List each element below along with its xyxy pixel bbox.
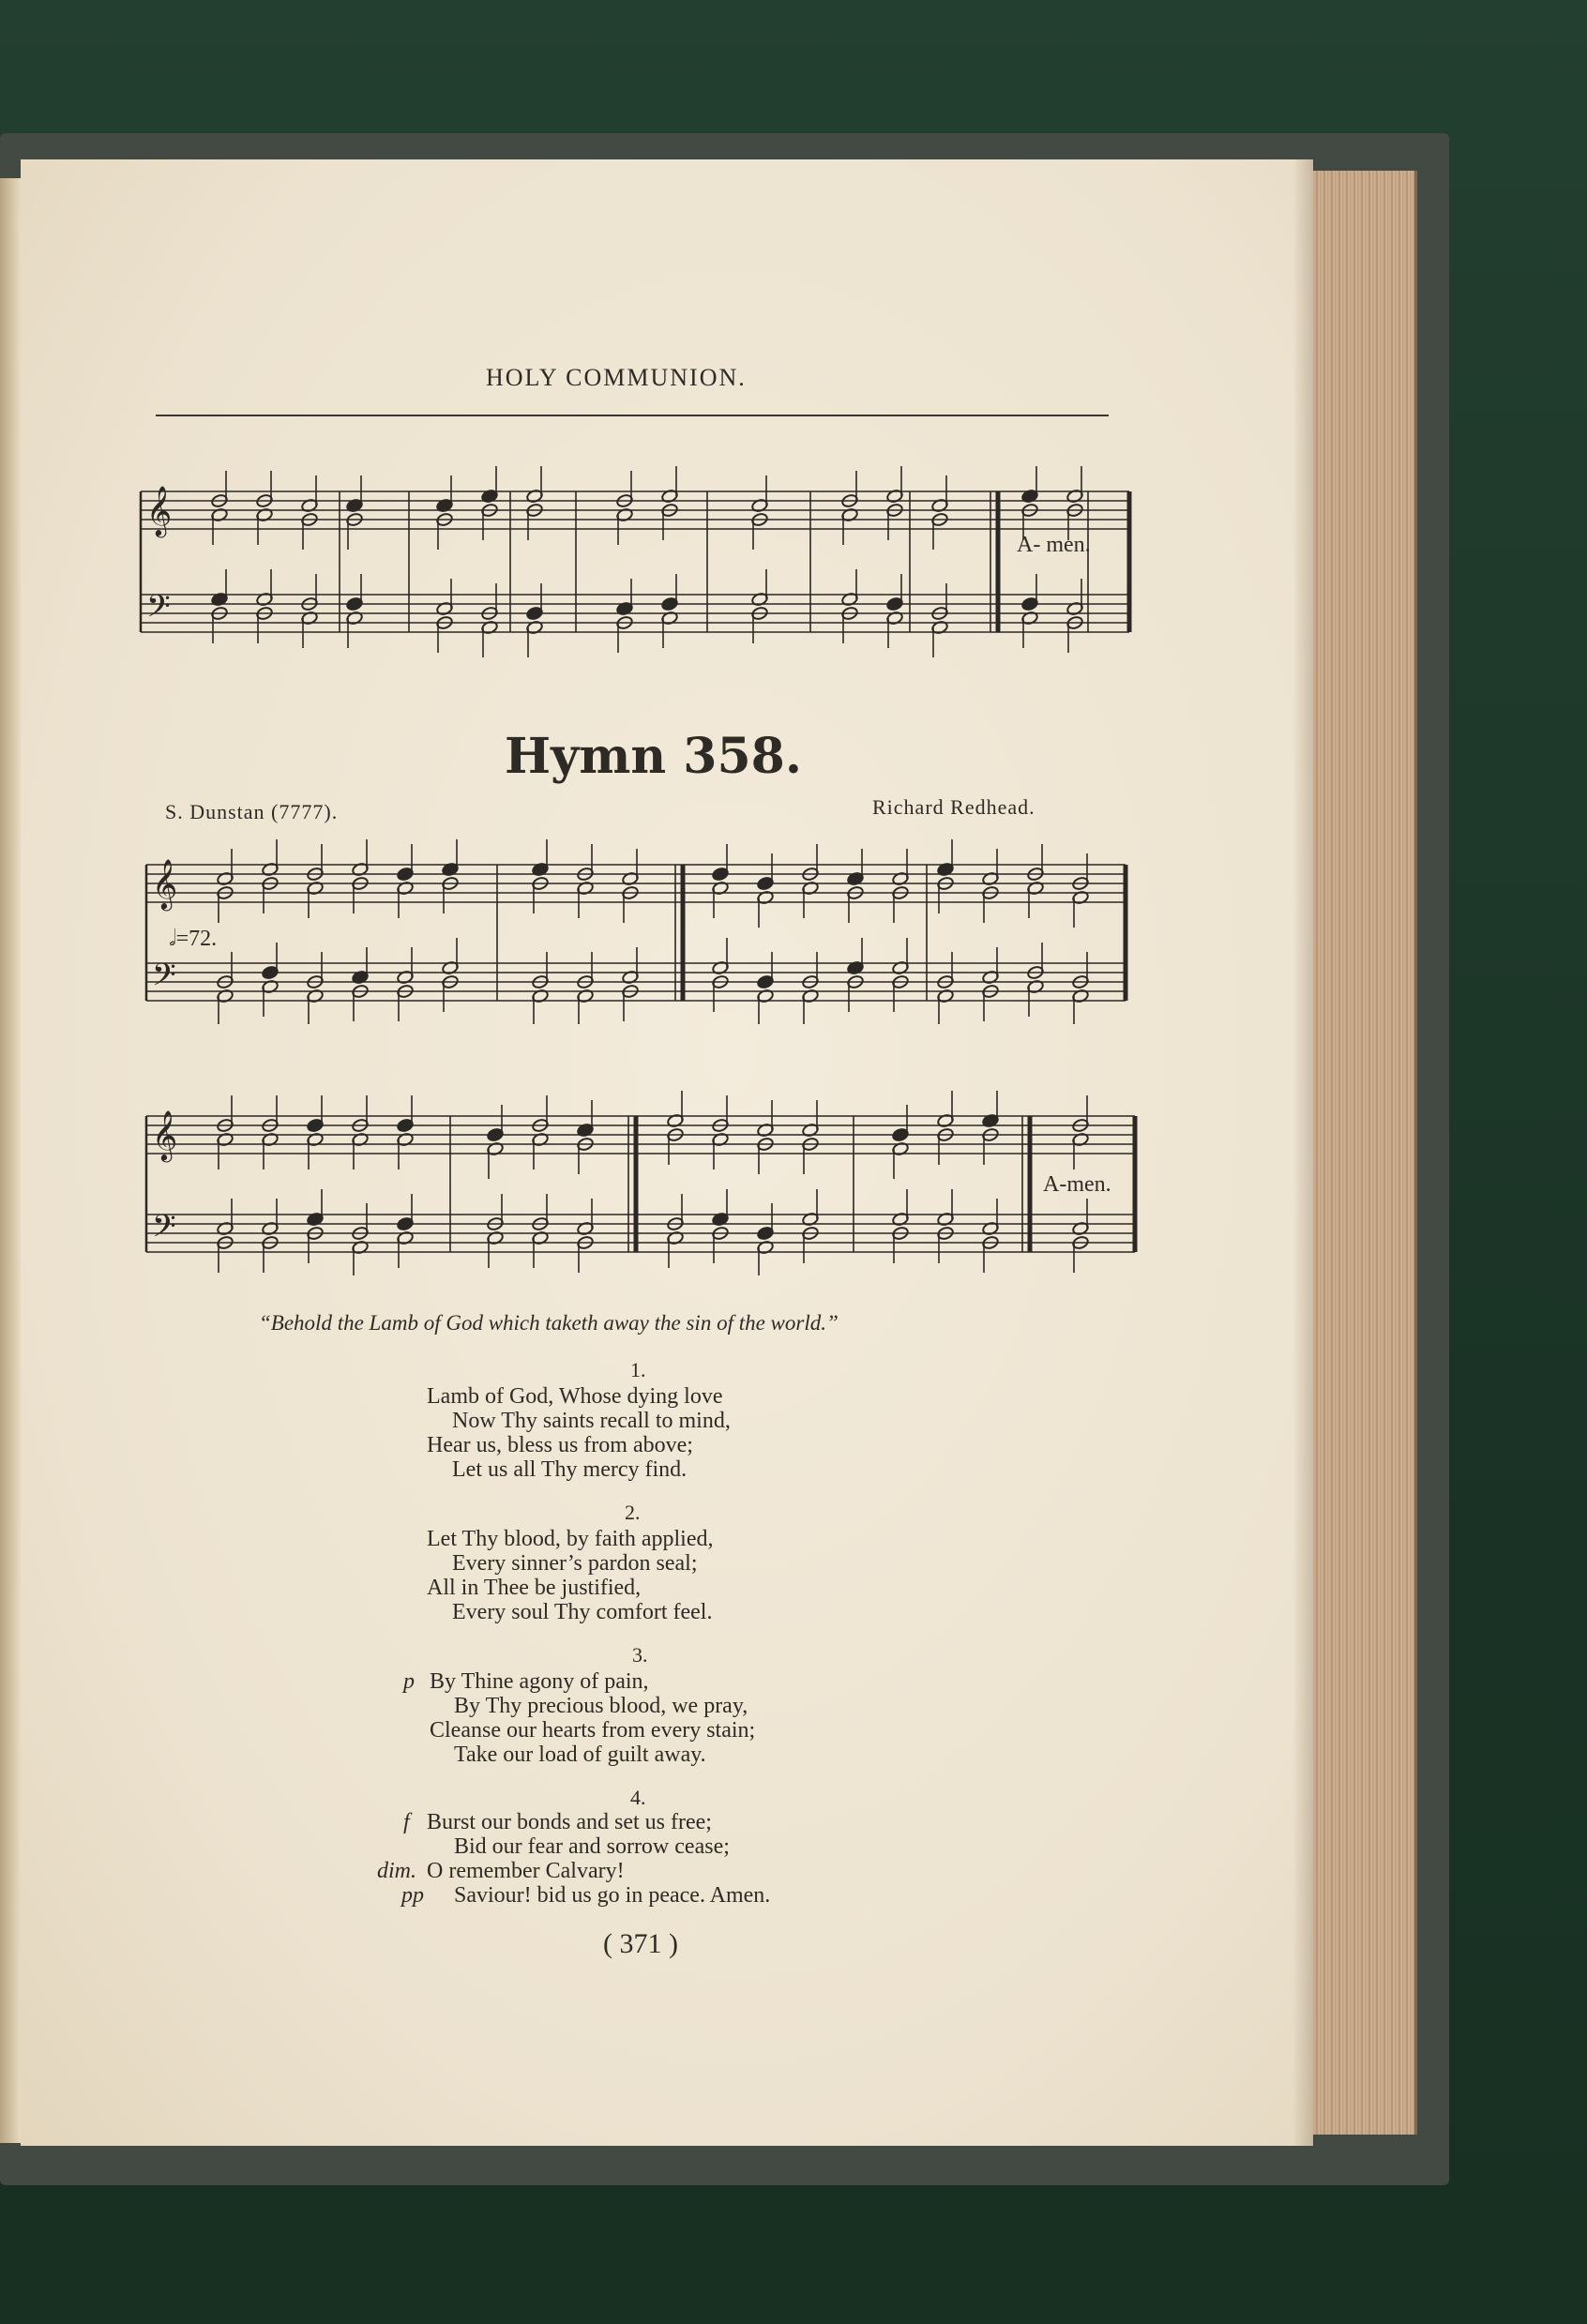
verse-line: Hear us, bless us from above; <box>427 1433 693 1457</box>
music-notation-system-1 <box>141 837 1135 1024</box>
epigraph: “Behold the Lamb of God which taketh away the sin of the world.” <box>259 1311 839 1335</box>
top-amen-label: A- men. <box>1017 533 1091 557</box>
verse-line: Every sinner’s pardon seal; <box>452 1551 698 1576</box>
page-number: ( 371 ) <box>603 1928 678 1959</box>
top-music-system <box>135 454 1139 660</box>
dynamic-marking: f <box>403 1810 410 1834</box>
treble-clef: 𝄞 <box>152 858 178 909</box>
verse-line: Saviour! bid us go in peace. Amen. <box>454 1883 771 1908</box>
verse-line: Now Thy saints recall to mind, <box>452 1409 731 1433</box>
verse-line: Let us all Thy mercy find. <box>452 1457 688 1482</box>
hymn-music-system-2 <box>141 1088 1144 1275</box>
verse-line: Lamb of God, Whose dying love <box>427 1384 723 1409</box>
treble-clef: 𝄞 <box>152 1109 178 1160</box>
verse-number: 1. <box>630 1358 646 1381</box>
verse-line: Cleanse our hearts from every stain; <box>430 1718 756 1743</box>
verse-number: 2. <box>625 1501 641 1524</box>
composer-name: Richard Redhead. <box>872 795 1035 819</box>
verse-line: Let Thy blood, by faith applied, <box>427 1527 714 1551</box>
verse-line: Bid our fear and sorrow cease; <box>454 1834 730 1859</box>
tempo-marking: 𝅗𝅥=72. <box>169 927 218 951</box>
verse-line: All in Thee be justified, <box>427 1576 642 1600</box>
bass-clef: 𝄢 <box>152 958 176 1001</box>
music-notation-system-2 <box>141 1088 1144 1275</box>
head-rule <box>156 415 1109 416</box>
verse-line: Every soul Thy comfort feel. <box>452 1600 713 1624</box>
dynamic-marking: pp <box>401 1883 424 1908</box>
verse-number: 4. <box>630 1786 646 1809</box>
bass-clef: 𝄢 <box>152 1209 176 1252</box>
running-head: HOLY COMMUNION. <box>486 364 747 391</box>
hymn-amen-label: A-men. <box>1043 1172 1111 1197</box>
verse-line: By Thine agony of pain, <box>430 1669 649 1694</box>
hymn-music-system-1 <box>141 837 1135 1024</box>
treble-clef: 𝄞 <box>146 485 173 536</box>
gutter-shadow <box>1292 159 1315 2146</box>
bass-clef: 𝄢 <box>146 589 171 632</box>
verse-line: O remember Calvary! <box>427 1859 625 1883</box>
tune-name: S. Dunstan (7777). <box>165 800 339 823</box>
dynamic-marking: p <box>403 1669 415 1694</box>
verse-line: Burst our bonds and set us free; <box>427 1810 712 1834</box>
music-notation-top <box>135 454 1139 660</box>
page-fore-edge <box>1313 171 1417 2135</box>
verse-line: Take our load of guilt away. <box>454 1743 706 1767</box>
verse-line: By Thy precious blood, we pray, <box>454 1694 748 1718</box>
previous-page-edge <box>0 178 21 2143</box>
hymn-title: Hymn 358. <box>505 728 802 785</box>
verse-number: 3. <box>632 1643 648 1667</box>
dynamic-marking: dim. <box>377 1859 416 1883</box>
